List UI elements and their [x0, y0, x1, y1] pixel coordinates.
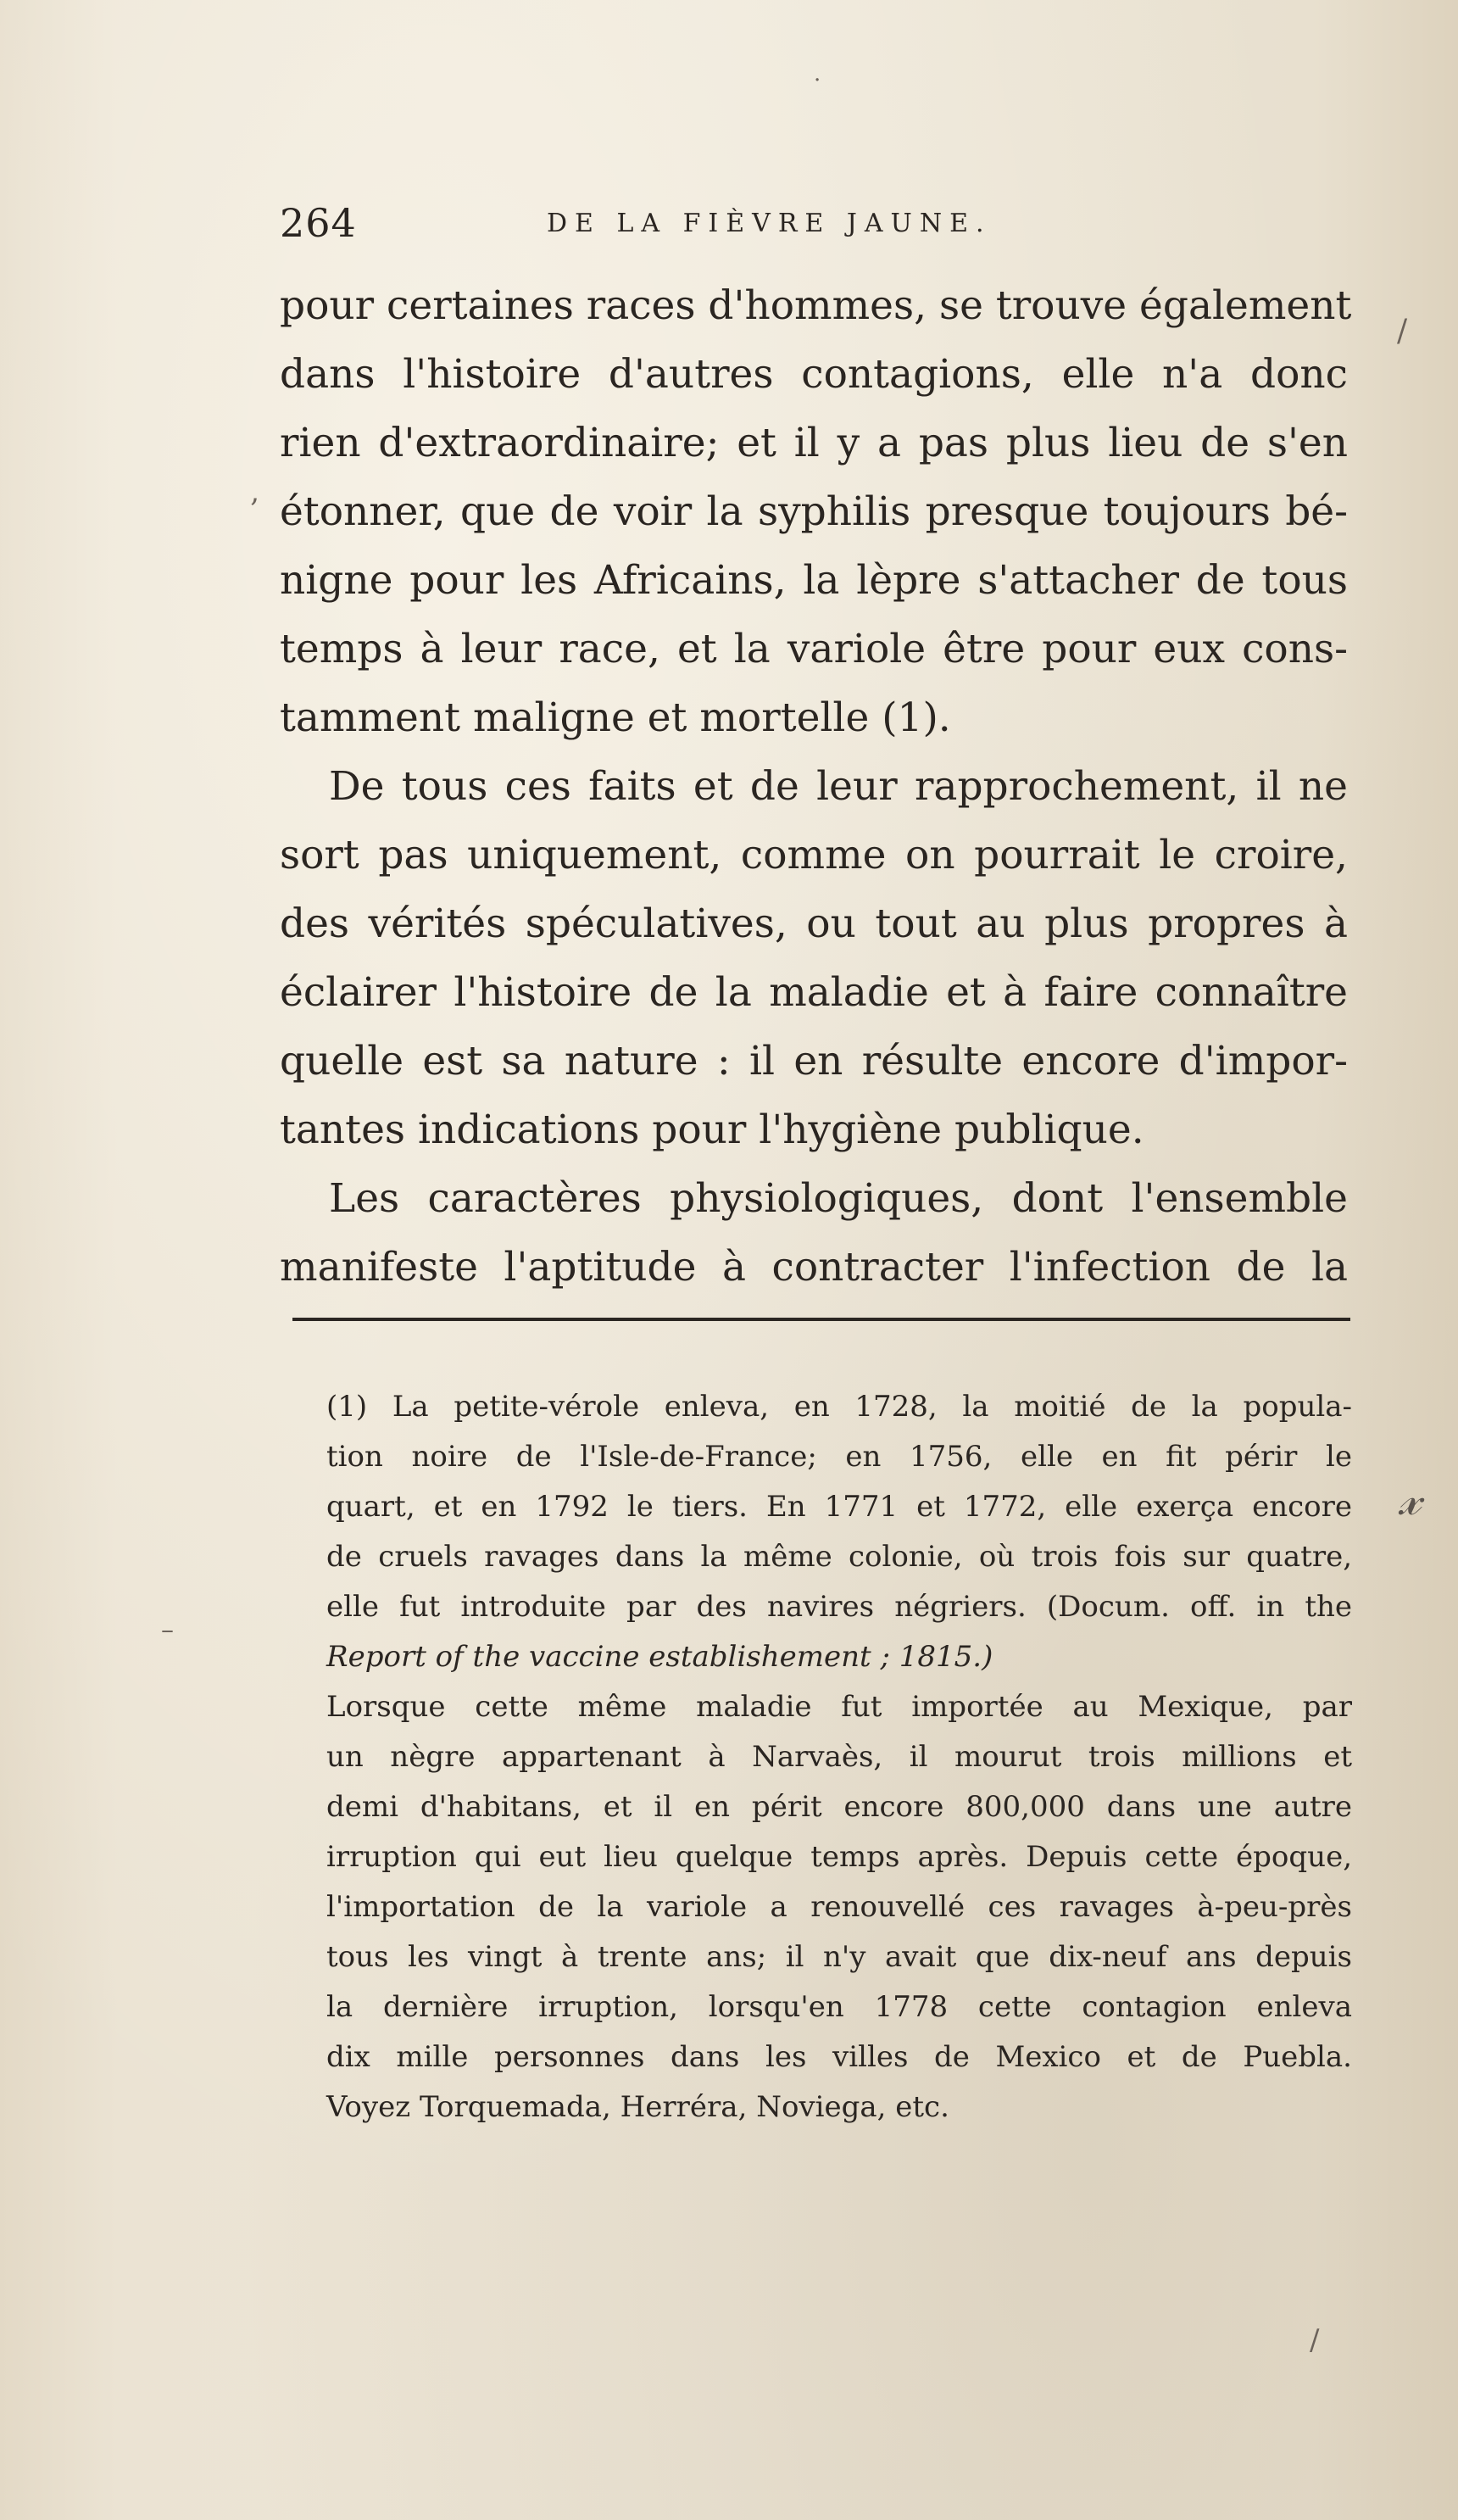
text-line: temps à leur race, et la variole être pour eux cons- [280, 626, 1348, 672]
footnote-line: dix mille personnes dans les villes de Mexico et de Puebla. [326, 2040, 1352, 2074]
text-line: éclairer l'histoire de la maladie et à faire connaître [280, 969, 1348, 1016]
running-title: DE LA FIÈVRE JAUNE. [547, 209, 992, 238]
text-line: quelle est sa nature : il en résulte encore d'impor- [280, 1038, 1348, 1084]
text-line: De tous ces faits et de leur rapprochement, il ne [329, 763, 1348, 810]
footnote-line: Lorsque cette même maladie fut importée au Mexique, par [326, 1690, 1352, 1724]
footnote-line: demi d'habitans, et il en périt encore 800,000 dans une autre [326, 1790, 1352, 1824]
text-line: tamment maligne et mortelle (1). [280, 694, 951, 741]
footnote-line: irruption qui eut lieu quelque temps après. Depuis cette époque, [326, 1840, 1352, 1874]
footnote-line: Voyez Torquemada, Herréra, Noviega, etc. [326, 2090, 949, 2124]
main-text [280, 271, 1352, 1302]
footnote-line: (1) La petite-vérole enleva, en 1728, la moitié de la popula- [326, 1390, 1352, 1424]
text-line: dans l'histoire d'autres contagions, elle n'a donc [280, 351, 1348, 398]
text-line: rien d'extraordinaire; et il y a pas plus lieu de s'en [280, 420, 1348, 466]
stray-mark: – [161, 1615, 174, 1645]
footnote [326, 1382, 1352, 2133]
footnote-line: un nègre appartenant à Narvaès, il mourut trois millions et [326, 1740, 1352, 1774]
footnote-line: Report of the vaccine establishement ; 1815.) [326, 1640, 993, 1674]
footnote-line: l'importation de la variole a renouvellé ces ravages à-peu-près [326, 1890, 1352, 1924]
text-line: nigne pour les Africains, la lèpre s'attacher de tous [280, 557, 1348, 604]
text-line: tantes indications pour l'hygiène publique. [280, 1107, 1144, 1153]
footnote-line: la dernière irruption, lorsqu'en 1778 cette contagion enleva [326, 1990, 1352, 2024]
page-number: 264 [280, 200, 357, 246]
text-line: manifeste l'aptitude à contracter l'infection de la [280, 1244, 1348, 1291]
text-line: Les caractères physiologiques, dont l'ensemble [329, 1175, 1348, 1222]
stray-mark: ‚ [250, 475, 259, 509]
page-header [280, 200, 1348, 259]
text-line: des vérités spéculatives, ou tout au plus propres à [280, 900, 1348, 947]
footnote-line: elle fut introduite par des navires négriers. (Docum. off. in the [326, 1590, 1352, 1624]
footnote-line: quart, et en 1792 le tiers. En 1771 et 1772, elle exerça encore [326, 1490, 1352, 1524]
footnote-line: tous les vingt à trente ans; il n'y avait que dix-neuf ans depuis [326, 1940, 1352, 1974]
text-line: étonner, que de voir la syphilis presque toujours bé- [280, 488, 1348, 535]
text-line: pour certaines races d'hommes, se trouve également [280, 282, 1352, 329]
text-line: sort pas uniquement, comme on pourrait le croire, [280, 832, 1348, 878]
footnote-separator-rule [292, 1318, 1350, 1321]
stray-mark: · [814, 68, 821, 93]
stray-mark: / [1310, 2323, 1320, 2357]
margin-annotation: 𝓍 [1399, 1471, 1422, 1526]
stray-mark: / [1397, 314, 1408, 348]
footnote-line: tion noire de l'Isle-de-France; en 1756, elle en fit périr le [326, 1440, 1352, 1474]
footnote-line: de cruels ravages dans la même colonie, où trois fois sur quatre, [326, 1540, 1352, 1574]
